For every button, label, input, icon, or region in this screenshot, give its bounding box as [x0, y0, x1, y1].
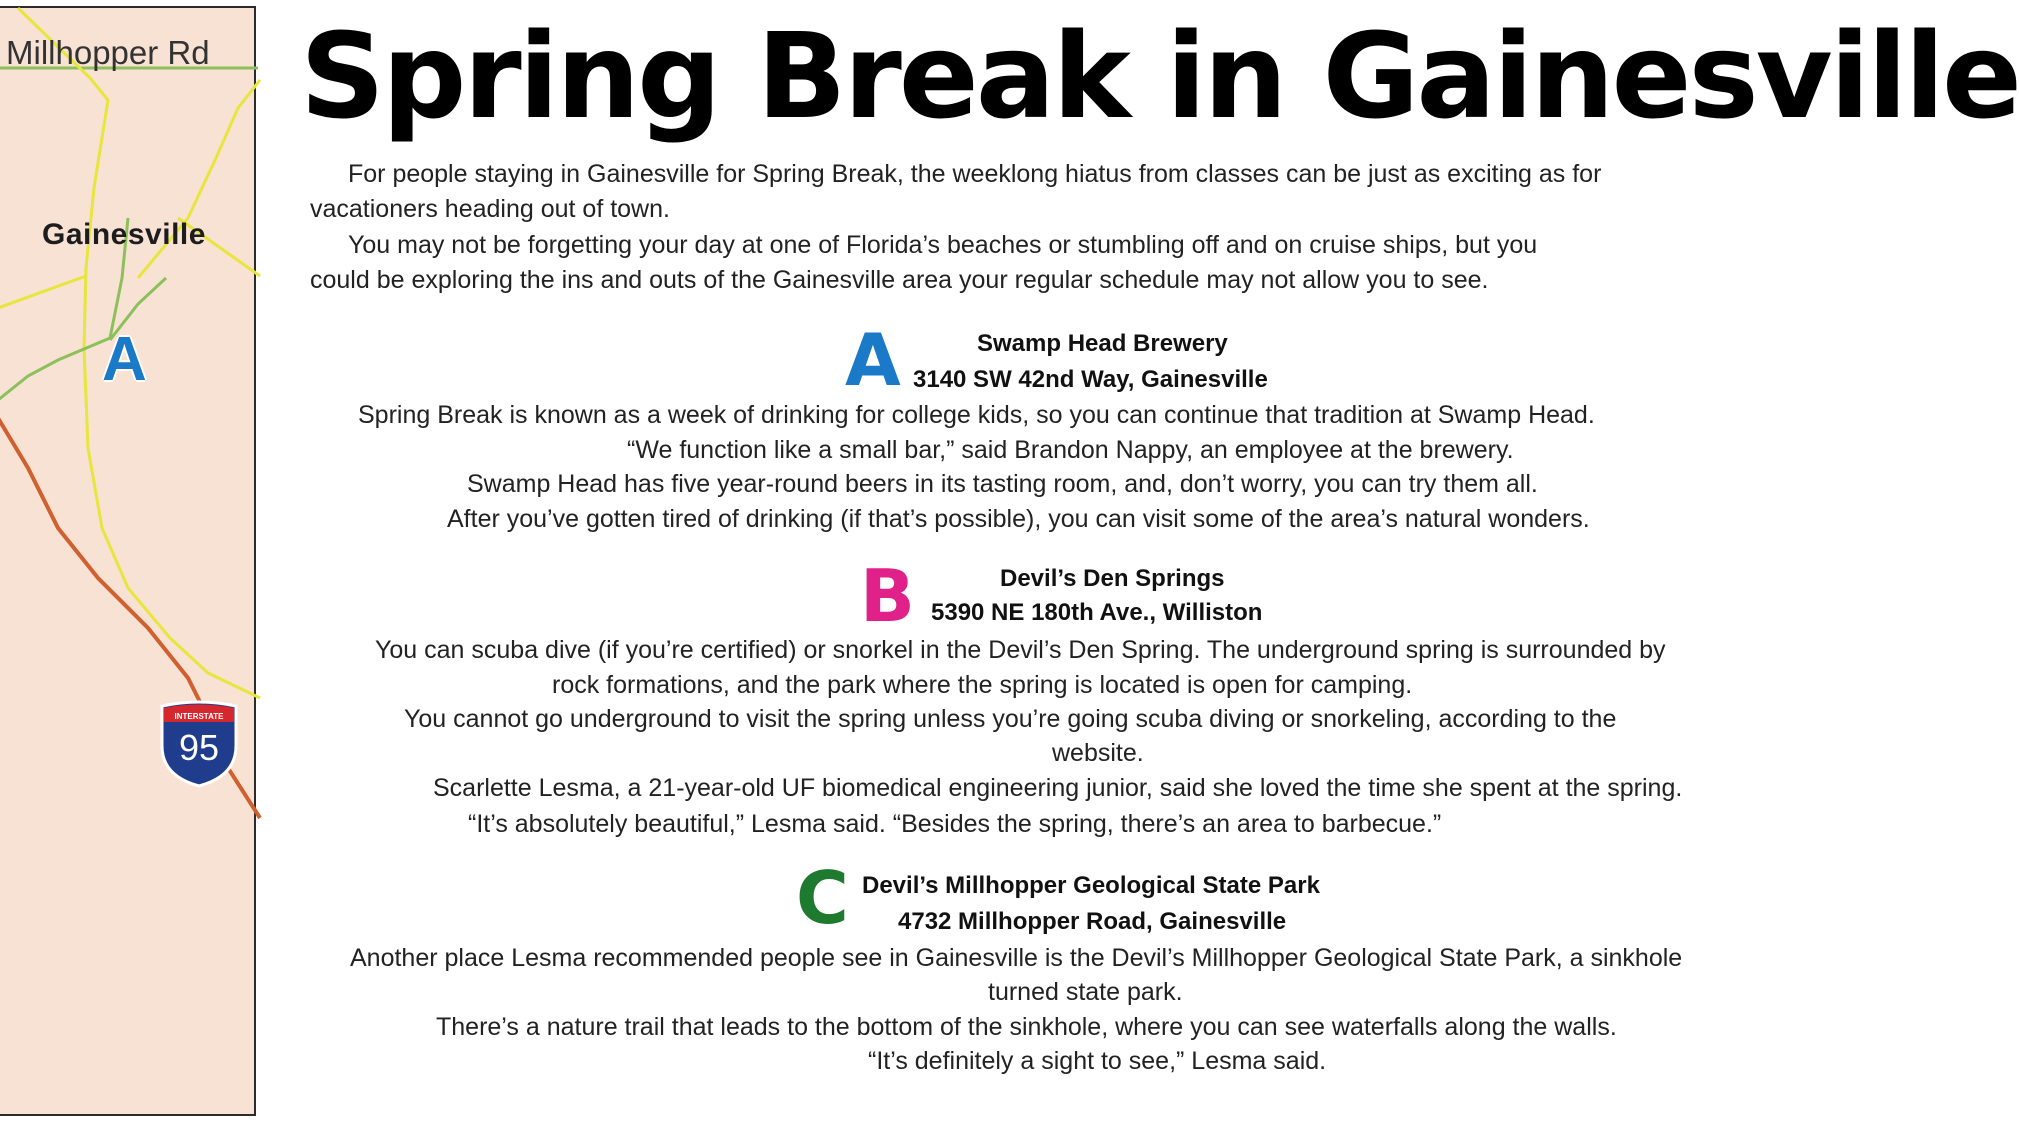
gainesville-city-label: Gainesville — [42, 218, 206, 251]
location-address: 4732 Millhopper Road, Gainesville — [898, 908, 1287, 935]
location-name: Devil’s Den Springs — [1000, 565, 1225, 592]
interstate-shield-icon — [158, 698, 240, 788]
location-marker-a: A — [845, 318, 901, 402]
body-line: turned state park. — [988, 978, 1183, 1006]
body-line: Scarlette Lesma, a 21-year-old UF biomedical engineering junior, said she loved the time she spent at the spring. — [433, 774, 1683, 802]
body-line: Spring Break is known as a week of drinking for college kids, so you can continue that tradition at Swamp Head. — [358, 401, 1595, 429]
road-network — [0, 8, 258, 1118]
body-line: website. — [1052, 739, 1144, 767]
svg-text:INTERSTATE: INTERSTATE — [174, 712, 224, 721]
interstate-number: 95 — [178, 727, 220, 768]
location-name: Swamp Head Brewery — [977, 330, 1228, 357]
intro-line: For people staying in Gainesville for Spring Break, the weeklong hiatus from classes can be just as exciting as for — [348, 160, 1602, 188]
body-line: Another place Lesma recommended people see in Gainesville is the Devil’s Millhopper Geological State Park, a sinkhole — [350, 944, 1683, 972]
body-line: “It’s definitely a sight to see,” Lesma said. — [868, 1047, 1327, 1075]
body-line: rock formations, and the park where the spring is located is open for camping. — [552, 671, 1413, 699]
body-line: You cannot go underground to visit the spring unless you’re going scuba diving or snorkeling, according to the — [404, 705, 1617, 733]
body-line: There’s a nature trail that leads to the bottom of the sinkhole, where you can see waterfalls along the walls. — [436, 1013, 1617, 1041]
intro-line: You may not be forgetting your day at one of Florida’s beaches or stumbling off and on cruise ships, but you — [348, 231, 1538, 259]
millhopper-rd-label: Millhopper Rd — [6, 34, 210, 71]
location-marker-b: B — [860, 554, 915, 638]
location-marker-c: C — [796, 856, 849, 940]
body-line: You can scuba dive (if you’re certified) or snorkel in the Devil’s Den Spring. The underground spring is surrounded by — [375, 636, 1666, 664]
intro-line: could be exploring the ins and outs of the Gainesville area your regular schedule may not allow you to see. — [310, 266, 1489, 294]
map-marker-a[interactable]: A — [102, 325, 147, 394]
body-line: “We function like a small bar,” said Brandon Nappy, an employee at the brewery. — [627, 436, 1514, 464]
body-line: Swamp Head has five year-round beers in its tasting room, and, don’t worry, you can try them all. — [467, 470, 1538, 498]
location-address: 5390 NE 180th Ave., Williston — [931, 599, 1263, 626]
page-headline: Spring Break in Gainesville — [300, 7, 2019, 145]
area-map[interactable] — [0, 6, 256, 1116]
location-address: 3140 SW 42nd Way, Gainesville — [913, 366, 1268, 393]
intro-line: vacationers heading out of town. — [310, 195, 670, 223]
location-name: Devil’s Millhopper Geological State Park — [862, 872, 1320, 899]
body-line: “It’s absolutely beautiful,” Lesma said. “Besides the spring, there’s an area to barbecue.” — [468, 810, 1442, 838]
body-line: After you’ve gotten tired of drinking (if that’s possible), you can visit some of the area’s natural wonders. — [447, 505, 1590, 533]
